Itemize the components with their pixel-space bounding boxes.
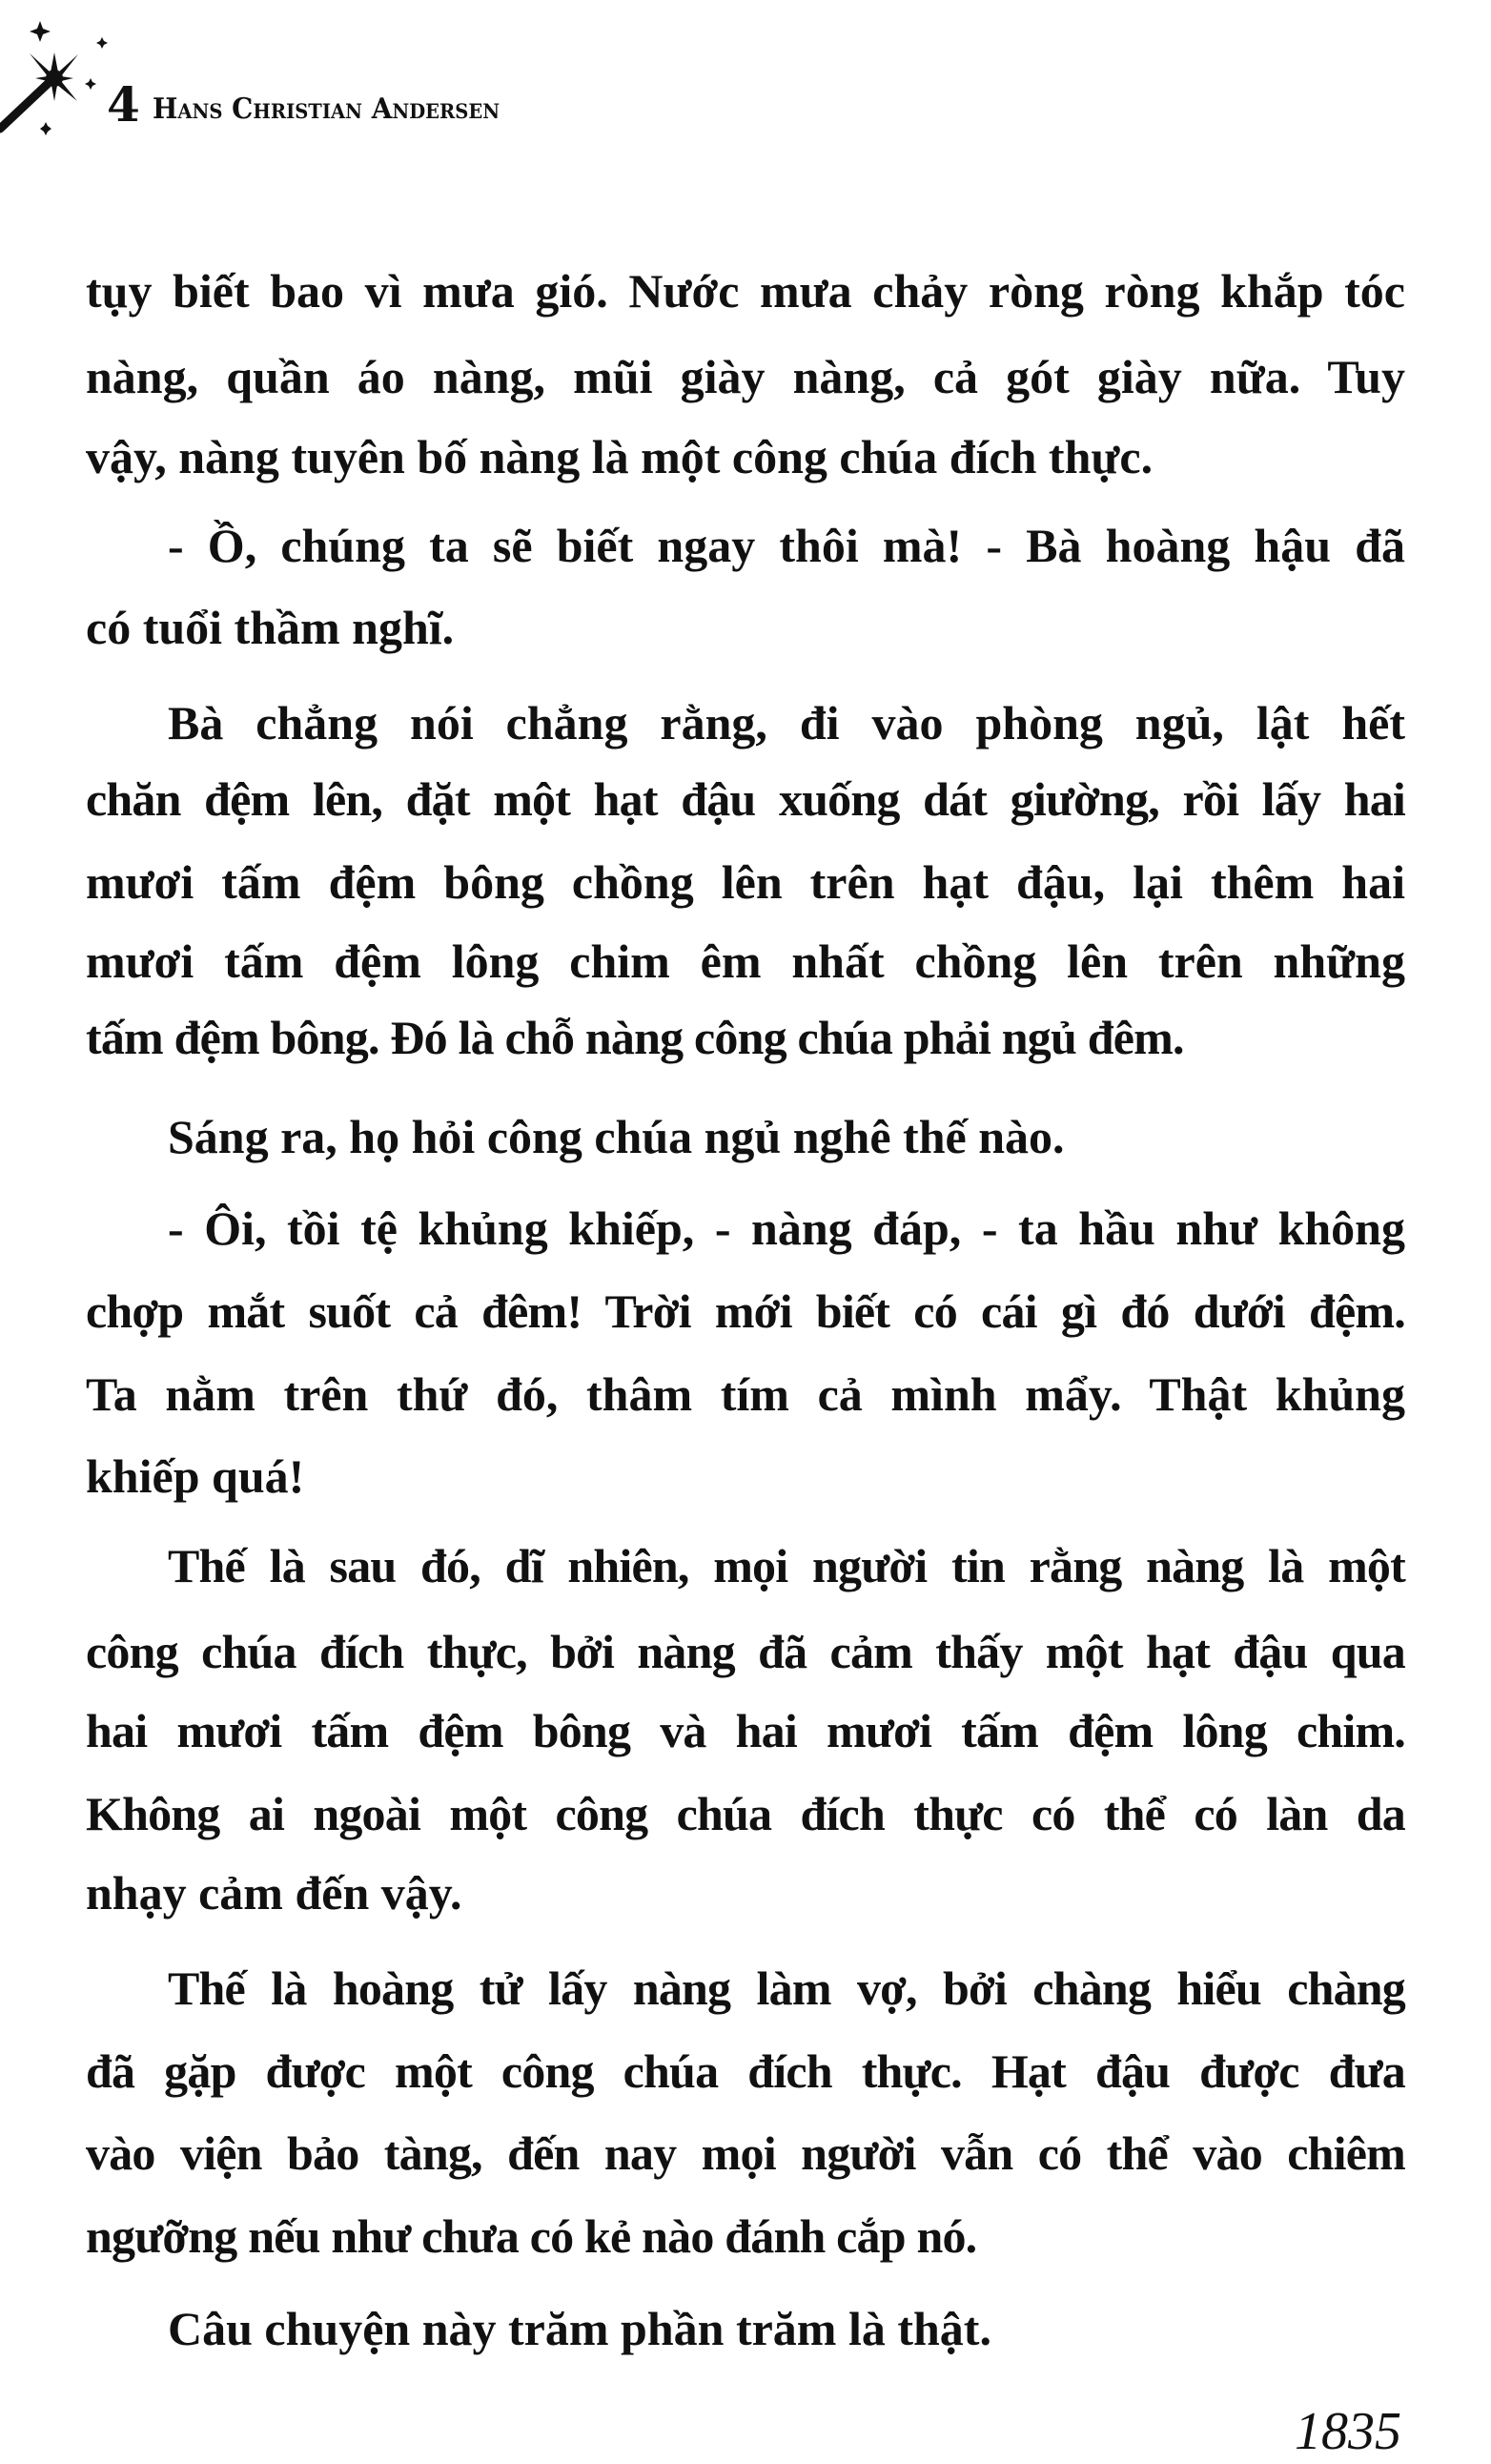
text-line: Bà chẳng nói chẳng rằng, đi vào phòng ngủ, lật hết xyxy=(168,696,1405,749)
text-line: Ta nằm trên thứ đó, thâm tím cả mình mẩy. Thật khủng xyxy=(86,1367,1405,1421)
year-footer: 1835 xyxy=(1295,2402,1401,2461)
running-title: Hans Christian Andersen xyxy=(153,92,500,126)
text-line: tụy biết bao vì mưa gió. Nước mưa chảy ròng ròng khắp tóc xyxy=(86,264,1405,318)
text-line: Thế là hoàng tử lấy nàng làm vợ, bởi chàng hiểu chàng xyxy=(168,1961,1405,2015)
text-line: hai mươi tấm đệm bông và hai mươi tấm đệm lông chim. xyxy=(86,1704,1405,1757)
text-line: nàng, quần áo nàng, mũi giày nàng, cả gót giày nữa. Tuy xyxy=(86,350,1405,403)
text-line: mươi tấm đệm bông chồng lên trên hạt đậu, lại thêm hai xyxy=(86,855,1405,909)
text-line: Sáng ra, họ hỏi công chúa ngủ nghê thế nào. xyxy=(168,1110,1065,1163)
text-line: mươi tấm đệm lông chim êm nhất chồng lên trên những xyxy=(86,934,1405,988)
text-line: chăn đệm lên, đặt một hạt đậu xuống dát giường, rồi lấy hai xyxy=(86,772,1405,826)
page-number-top: 4 xyxy=(107,76,140,133)
text-line: công chúa đích thực, bởi nàng đã cảm thấy một hạt đậu qua xyxy=(86,1625,1405,1678)
text-line: đã gặp được một công chúa đích thực. Hạt đậu được đưa xyxy=(86,2044,1405,2098)
text-line: tấm đệm bông. Đó là chỗ nàng công chúa phải ngủ đêm. xyxy=(86,1011,1184,1064)
text-line: ngưỡng nếu như chưa có kẻ nào đánh cắp nó. xyxy=(86,2209,977,2263)
text-line: chợp mắt suốt cả đêm! Trời mới biết có cái gì đó dưới đệm. xyxy=(86,1284,1405,1338)
text-line: có tuổi thầm nghĩ. xyxy=(86,601,455,654)
text-line: Thế là sau đó, dĩ nhiên, mọi người tin rằng nàng là một xyxy=(168,1539,1405,1592)
text-line: - Ồ, chúng ta sẽ biết ngay thôi mà! - Bà hoàng hậu đã xyxy=(168,519,1405,572)
text-line: nhạy cảm đến vậy. xyxy=(86,1866,462,1920)
text-line: vậy, nàng tuyên bố nàng là một công chúa đích thực. xyxy=(86,430,1154,483)
text-line: - Ôi, tồi tệ khủng khiếp, - nàng đáp, - ta hầu như không xyxy=(168,1201,1405,1255)
text-line: Câu chuyện này trăm phần trăm là thật. xyxy=(168,2302,991,2355)
text-line: khiếp quá! xyxy=(86,1449,305,1503)
text-line: Không ai ngoài một công chúa đích thực có thể có làn da xyxy=(86,1787,1405,1840)
text-line: vào viện bảo tàng, đến nay mọi người vẫn có thể vào chiêm xyxy=(86,2126,1405,2180)
